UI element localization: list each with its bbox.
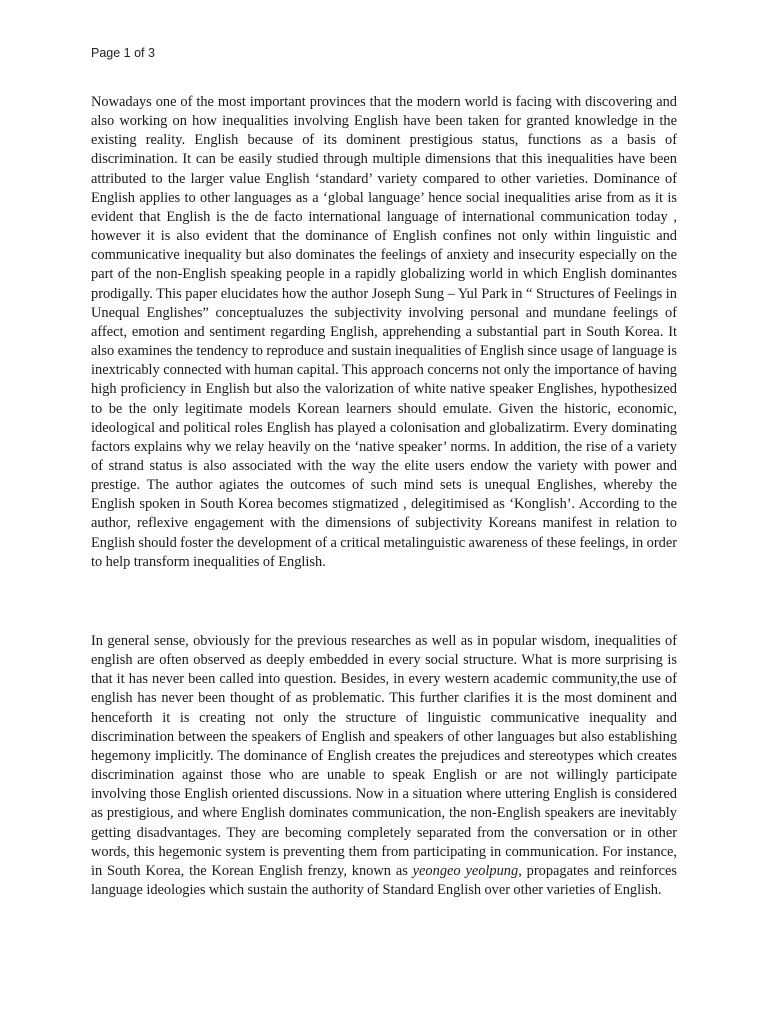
paragraph-2 [91, 632, 677, 900]
paragraph-2-text-start: In general sense, obviously for the previous researches as well as in popular wisdom, inequalities of english are often observed as deeply embedded in every social structure. What is more surprising is that it has never been called into question. Besides, in every western academic community,the use of english has never been thought of as problematic. This further clarifies it is the most dominent and henceforth it is creating not only the structure of linguistic communicative inequality and discrimination between the speakers of English and speakers of other languages but also establishing hegemony implicitly. The dominance of English creates the prejudices and stereotypes which creates discrimination against those who are unable to speak English or are not willingly participate involving those English oriented discussions. Now in a situation where uttering English is considered as prestigious, and where English dominates communication, the non-English speakers are inevitably getting disadvantages. They are becoming completely separated from the conversation or in other words, this hegemonic system is preventing them from participating in communication. For instance, in South Korea, the Korean English frenzy, known as [91, 633, 677, 879]
paragraph-1: Nowadays one of the most important provinces that the modern world is facing with discovering and also working on how inequalities involving English have been taken for granted knowledge in the existing reality. English because of its dominent prestigious status, functions as a basis of discrimination. It can be easily studied through multiple dimensions that this inequalities have been attributed to the larger value English ‘standard’ variety compared to other varieties. Dominance of English applies to other languages as a ‘global language’ hence social inequalities arise from as it is evident that English is the de facto international language of international communication today , however it is also evident that the dominance of English confines not only within linguistic and communicative inequality but also dominates the feelings of anxiety and insecurity especially on the part of the non-English speaking people in a rapidly globalizing world in which English dominantes prodigally. This paper elucidates how the author Joseph Sung – Yul Park in “ Structures of Feelings in Unequal Englishes” conceptualuzes the subjectivity involving personal and mundane feelings of affect, emotion and sentiment regarding English, apprehending a substantial part in South Korea. It also examines the tendency to reproduce and sustain inequalities of English since usage of language is inextricably connected with human capital. This approach concerns not only the importance of having high proficiency in English but also the valorization of white native speaker Englishes, hypothesized to be the only legitimate models Korean learners should emulate. Given the historic, economic, ideological and political roles English has played a colonisation and globalizatirm. Every dominating factors explains why we relay heavily on the ‘native speaker’ norms. In addition, the rise of a variety of strand status is also associated with the way the elite users endow the variety with power and prestige. The author agiates the outcomes of such mind sets is unequal Englishes, whereby the English spoken in South Korea becomes stigmatized , delegitimised as ‘Konglish’. According to the author, reflexive engagement with the dimensions of subjectivity Koreans manifest in relation to English should foster the development of a critical metalinguistic awareness of these feelings, in order to help transform inequalities of English. [91, 94, 677, 570]
paragraph-2-italic-term: yeongeo yeolpung [412, 862, 519, 879]
paragraph-2-text-end: , propagates and reinforces language ideologies which sustain the authority of Standard English over other varieties of English. [91, 862, 677, 899]
page-number-label: Page 1 of 3 [91, 46, 155, 60]
